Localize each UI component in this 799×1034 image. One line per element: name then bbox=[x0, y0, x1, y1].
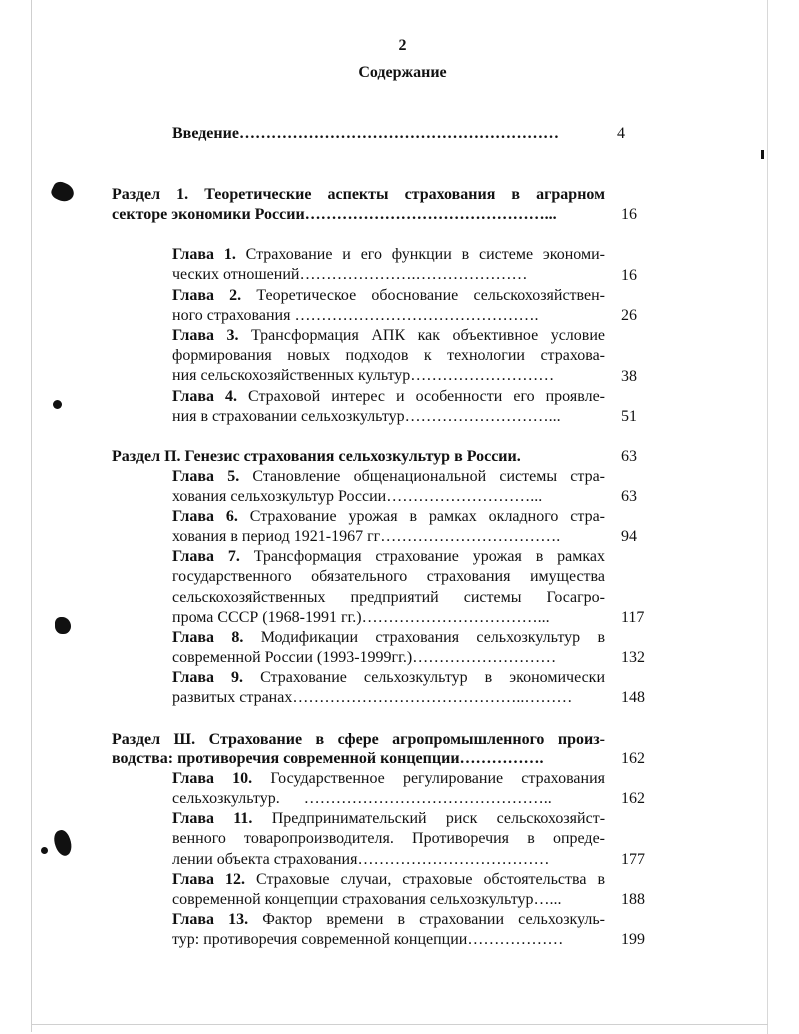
chapter-10-label: Глава 10. bbox=[172, 770, 253, 787]
chapter-13-page: 199 bbox=[621, 931, 645, 948]
chapter-8-label: Глава 8. bbox=[172, 629, 244, 646]
chapter-3-line3[interactable]: ния сельскохозяйственных культур……………………… bbox=[172, 367, 555, 384]
toc-intro[interactable] bbox=[172, 124, 604, 144]
page-number: 2 bbox=[398, 37, 407, 54]
chapter-3-page: 38 bbox=[621, 368, 637, 385]
chapter-12-line2[interactable]: современной концепции страхования сельхозкультур…... bbox=[172, 891, 562, 908]
chapter-3-line2[interactable]: формирования новых подходов к технологии страхова- bbox=[172, 347, 605, 364]
chapter-4-line1[interactable]: Глава 4. Страховой интерес и особенности его проявле- bbox=[172, 388, 605, 405]
section3-title-line2[interactable]: водства: противоречия современной концепции……………. bbox=[112, 750, 544, 767]
section1-title-line2[interactable]: секторе экономики России………………………………………... bbox=[112, 206, 557, 223]
chapter-2-line1[interactable]: Глава 2. Теоретическое обоснование сельскохозяйствен- bbox=[172, 287, 605, 304]
chapter-11-line2[interactable]: венного товаропроизводителя. Противоречия в опреде- bbox=[172, 830, 605, 847]
chapter-9-line2[interactable]: развитых странах……………………………………..……… bbox=[172, 689, 573, 706]
chapter-6-line2[interactable]: хования в период 1921-1967 гг……………………………. bbox=[172, 528, 561, 545]
chapter-1-line2[interactable]: ческих отношений………………….………………… bbox=[172, 266, 528, 283]
chapter-4-page: 51 bbox=[621, 408, 637, 425]
chapter-7-line4[interactable]: прома СССР (1968-1991 гг.)……………………………... bbox=[172, 609, 550, 626]
chapter-13-line2[interactable]: тур: противоречия современной концепции……………… bbox=[172, 931, 564, 948]
chapter-6-page: 94 bbox=[621, 528, 637, 545]
chapter-7-line1[interactable]: Глава 7. Трансформация страхование урожая в рамках bbox=[172, 548, 605, 565]
chapter-9-page: 148 bbox=[621, 689, 645, 706]
chapter-7-label: Глава 7. bbox=[172, 548, 240, 565]
section2-title[interactable]: Раздел П. Генезис страхования сельхозкультур в России. bbox=[112, 448, 521, 465]
chapter-1-line1[interactable]: Глава 1. Страхование и его функции в системе экономи- bbox=[172, 246, 605, 263]
chapter-9-label: Глава 9. bbox=[172, 669, 244, 686]
chapter-12-line1[interactable]: Глава 12. Страховые случаи, страховые обстоятельства в bbox=[172, 871, 606, 888]
chapter-13-label: Глава 13. bbox=[172, 911, 249, 928]
section3-page: 162 bbox=[621, 750, 645, 767]
chapter-3-line1[interactable]: Глава 3. Трансформация АПК как объективное условие bbox=[172, 327, 605, 344]
chapter-11-line3[interactable]: лении объекта страхования……………………………… bbox=[172, 851, 550, 868]
toc-intro-page: 4 bbox=[617, 125, 625, 142]
section2-page: 63 bbox=[621, 448, 637, 465]
chapter-3-label: Глава 3. bbox=[172, 327, 239, 344]
scan-border-left bbox=[31, 0, 32, 1032]
chapter-8-line2[interactable]: современной России (1993-1999гг.)……………………… bbox=[172, 649, 557, 666]
chapter-2-page: 26 bbox=[621, 307, 637, 324]
section1-page: 16 bbox=[621, 206, 637, 223]
chapter-9-line1[interactable]: Глава 9. Страхование сельхозкультур в экономически bbox=[172, 669, 606, 686]
chapter-11-label: Глава 11. bbox=[172, 810, 253, 827]
toc-intro-label: Введение bbox=[172, 125, 239, 142]
chapter-13-line1[interactable]: Глава 13. Фактор времени в страховании сельхозкуль- bbox=[172, 911, 606, 928]
ink-blot bbox=[41, 847, 48, 854]
ink-blot bbox=[761, 150, 764, 159]
chapter-12-page: 188 bbox=[621, 891, 645, 908]
chapter-7-line3[interactable]: сельскохозяйственных предприятий системы Госагро- bbox=[172, 589, 605, 606]
chapter-4-line2[interactable]: ния в страховании сельхозкультур………………………... bbox=[172, 408, 561, 425]
page-title: Содержание bbox=[358, 64, 447, 81]
chapter-1-page: 16 bbox=[621, 267, 637, 284]
scan-border-bottom bbox=[31, 1024, 768, 1025]
ink-blot bbox=[53, 400, 62, 409]
chapter-8-page: 132 bbox=[621, 649, 645, 666]
chapter-7-line2[interactable]: государственного обязательного страхования имущества bbox=[172, 568, 605, 585]
chapter-6-label: Глава 6. bbox=[172, 508, 238, 525]
chapter-2-label: Глава 2. bbox=[172, 287, 242, 304]
scan-border-right bbox=[767, 0, 768, 1034]
chapter-5-line1[interactable]: Глава 5. Становление общенациональной системы стра- bbox=[172, 468, 605, 485]
chapter-11-page: 177 bbox=[621, 851, 645, 868]
ink-blot bbox=[49, 179, 77, 205]
chapter-10-line2[interactable]: сельхозкультур. ……………………………………….. bbox=[172, 790, 552, 807]
toc-intro-leader: …………………………………………………… bbox=[238, 125, 559, 142]
ink-blot bbox=[51, 828, 75, 858]
chapter-5-label: Глава 5. bbox=[172, 468, 240, 485]
chapter-11-line1[interactable]: Глава 11. Предпринимательский риск сельскохозяйст- bbox=[172, 810, 606, 827]
chapter-5-line2[interactable]: хования сельхозкультур России………………………... bbox=[172, 488, 543, 505]
chapter-4-label: Глава 4. bbox=[172, 388, 238, 405]
section3-title-line1[interactable]: Раздел Ш. Страхование в сфере агропромышленного произ- bbox=[112, 731, 605, 748]
chapter-12-label: Глава 12. bbox=[172, 871, 245, 888]
chapter-6-line1[interactable]: Глава 6. Страхование урожая в рамках окладного стра- bbox=[172, 508, 606, 525]
chapter-10-page: 162 bbox=[621, 790, 645, 807]
chapter-7-page: 117 bbox=[621, 609, 645, 626]
chapter-8-line1[interactable]: Глава 8. Модификации страхования сельхозкультур в bbox=[172, 629, 605, 646]
chapter-10-line1[interactable]: Глава 10. Государственное регулирование страхования bbox=[172, 770, 605, 787]
chapter-5-page: 63 bbox=[621, 488, 637, 505]
section1-title-line1[interactable]: Раздел 1. Теоретические аспекты страхования в аграрном bbox=[112, 186, 605, 203]
ink-blot bbox=[55, 617, 71, 634]
chapter-2-line2[interactable]: ного страхования ………………………………………. bbox=[172, 307, 539, 324]
chapter-1-label: Глава 1. bbox=[172, 246, 236, 263]
